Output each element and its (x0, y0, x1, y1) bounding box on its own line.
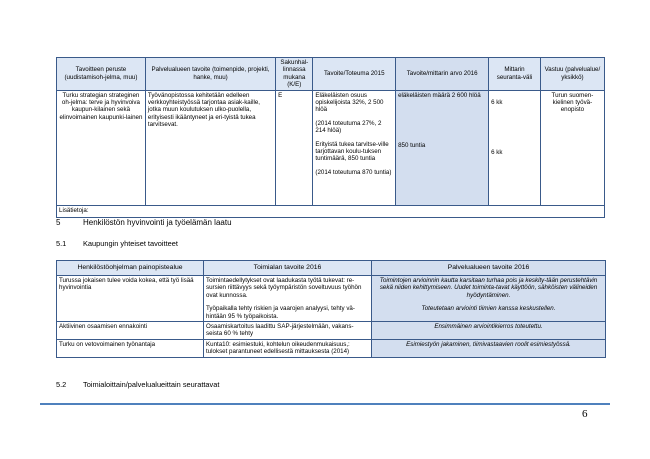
col-header-vastuu: Vastuu (palvelualue/ yksikkö) (540, 58, 604, 91)
col-header-tavoite: Palvelualueen tavoite (toimenpide, projekti, hanke, muu) (145, 58, 275, 91)
cell-toimiala: Osaamiskartoitus laadittu SAP-järjestelmään, vakans-seista 60 % tehty (204, 322, 372, 340)
seuranta-text-b: 6 kk (491, 149, 503, 157)
seuranta-text-a: 6 kk (491, 98, 503, 106)
goals-table-header-row (57, 58, 605, 91)
cell-area: Aktiivinen osaamisen ennakointi (57, 322, 204, 340)
table-row (57, 90, 605, 205)
col-header-toteuma: Tavoite/Toteuma 2015 (313, 58, 396, 91)
section-number: 5.1 (56, 239, 67, 248)
toteuma-text-c: Erityistä tukea tarvitse-ville tarjottavan koulu-tuksen tuntimäärä, 850 tuntia (315, 140, 389, 163)
cell-palvelualue (372, 276, 606, 322)
section-title: Toimialoittain/palvelualueittain seurattavat (83, 380, 220, 389)
col-header-toimiala: Toimialan tavoite 2016 (204, 261, 372, 276)
lisatietoja-label: Lisätietoja: (57, 205, 605, 217)
cell-seurantavali (489, 90, 541, 205)
section-number: 5 (56, 218, 61, 227)
toteuma-text-b: (2014 toteutuma 27%, 2 214 hlöä) (315, 119, 382, 135)
footer-rule (40, 403, 610, 405)
section-title: Henkilöstön hyvinvointi ja työelämän laatu (83, 218, 232, 227)
arvo-text-b: 850 tuntia (398, 142, 426, 150)
section-5-2-heading (56, 380, 219, 389)
table-row (57, 322, 606, 340)
section-5-1-heading (56, 239, 178, 248)
section-5-heading (56, 218, 232, 227)
cell-peruste: Turku strategian strateginen oh-jelma: terve ja hyvinvoiva kaupun-kilainen sekä elinvoimainen kaupunki-lainen (57, 90, 146, 205)
cell-palvelualue: Ensimmäinen arviointikierros toteutettu. (372, 322, 606, 340)
arvo-text-a: eläkeläisten määrä 2 600 hlöä (398, 91, 481, 99)
table-row (57, 276, 606, 322)
toteuma-text-a: Eläkeläisten osuus opiskelijoista 32%, 2 500 hlöä (315, 91, 384, 114)
col-header-sakunhallinnassa: Sakunhal-linnassa mukana (K/E) (276, 58, 313, 91)
hr-goals-table (56, 260, 606, 358)
col-header-peruste: Tavoitteen peruste (uudistamisoh-jelma, muu) (57, 58, 146, 91)
cell-vastuu: Turun suomen-kielinen työvä-enopisto (540, 90, 604, 205)
page-number: 6 (582, 408, 588, 420)
cell-palvelualue: Esimiestyön jakaminen, tiimivastaavien roolit esimiestyössä. (372, 339, 606, 357)
section-title: Kaupungin yhteiset tavoitteet (83, 239, 178, 248)
goals-table (56, 57, 605, 218)
toimiala-text-a: Toimintaedellytykset ovat laadukasta työtä tukevat: re-sursien riittävyys sekä työympäristön soveltuvuus työhön ovat kunnossa. (206, 277, 362, 299)
cell-toteuma (313, 90, 396, 205)
cell-area: Turku on vetovoimainen työnantaja (57, 339, 204, 357)
col-header-palvelualue: Palvelualueen tavoite 2016 (372, 261, 606, 276)
palvelu-text-a: Toimintojen arvioinnin kautta karsitaan turhaa pois ja keskity-tään perustehtävin sekä niiden kehittymiseen. Uudet toiminta-tavat käyttöön, sähköisten välineiden hyödyntäminen. (379, 277, 598, 299)
table-row (57, 339, 606, 357)
col-header-mittarin-arvo: Tavoite/mittarin arvo 2016 (396, 58, 489, 91)
cell-toimiala (204, 276, 372, 322)
toteuma-text-d: (2014 toteutuma 870 tuntia) (315, 168, 392, 176)
col-header-painopistealue: Henkilöstöohjelman painopistealue (57, 261, 204, 276)
cell-mittarin-arvo (396, 90, 489, 205)
cell-tavoite: Työvänopistossa kehitetään edelleen verkkoyhteistyössä tarjontaa asiak-kaille, jotka muun koulutuksen ulko-puolella, erityisesti ikääntyneet ja eri-tyistä tukea tarvitsevat. (145, 90, 275, 205)
hr-table-header-row (57, 261, 606, 276)
col-header-seurantavali: Mittarin seuranta-väli (489, 58, 541, 91)
lisatietoja-row (57, 205, 605, 217)
cell-sakunhallinnassa: E (276, 90, 313, 205)
toimiala-text-b: Työpaikalla tehty riskien ja vaarojen analyysi, tehty vä-hintään 95 % työpaikoista. (206, 305, 355, 320)
cell-toimiala: Kunta10: esimiestuki, kohtelun oikeudenmukaisuus,: tulokset parantuneet edellisestä mittauksesta (2014) (204, 339, 372, 357)
cell-area: Turussa jokaisen tulee voida kokea, että työ lisää hyvinvointia (57, 276, 204, 322)
section-number: 5.2 (56, 380, 67, 389)
palvelu-text-b: Toteutetaan arviointi tiimien kanssa keskustellen. (421, 305, 556, 313)
